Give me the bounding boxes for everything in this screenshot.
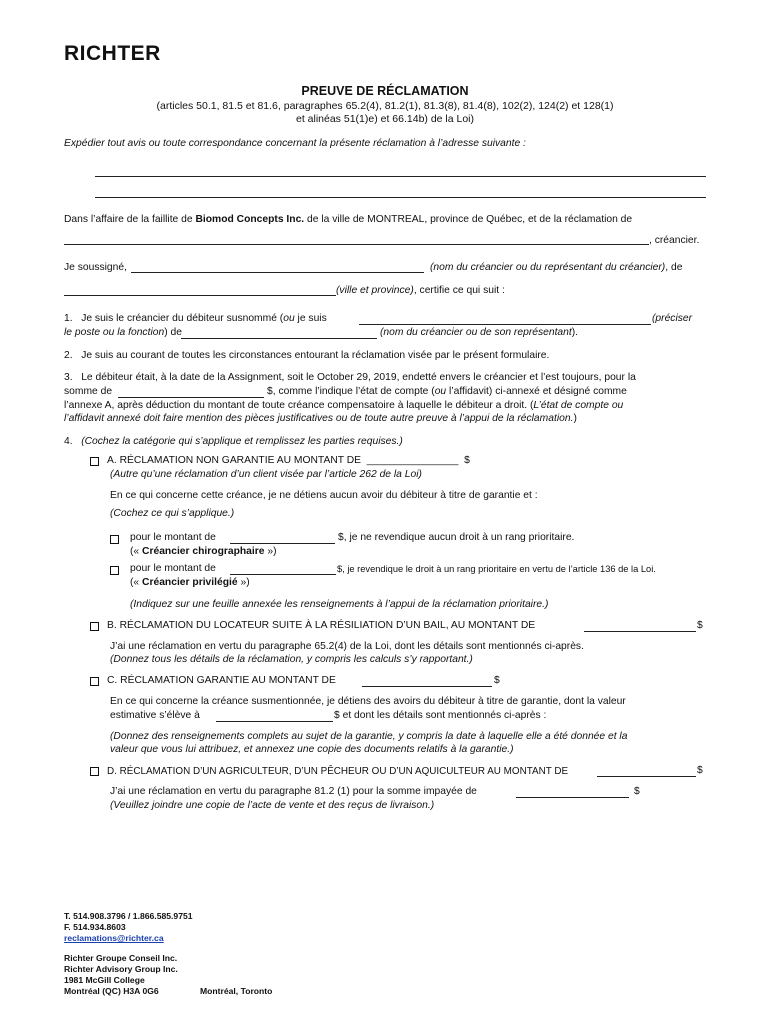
section-a-label: A. RÉCLAMATION NON GARANTIE AU MONTANT DE ________________ $: [107, 455, 470, 466]
footer-address-2: Montréal (QC) H3A 0G6: [64, 986, 159, 996]
checkbox-preferred[interactable]: [110, 566, 119, 575]
checkbox-unsecured[interactable]: [110, 535, 119, 544]
section-a-p1: En ce qui concerne cette créance, je ne détiens aucun avoir du débiteur à titre de garantie et :: [110, 490, 538, 501]
section-c-p3: (Donnez des renseignements complets au sujet de la garantie, y compris la date à laquelle elle a été donnée et la: [110, 731, 628, 742]
section-c-dollar: $: [494, 675, 500, 686]
position-field[interactable]: [359, 324, 651, 325]
option-2-a: pour le montant de: [130, 563, 216, 574]
undersigned-label: Je soussigné,: [64, 262, 127, 273]
section-c-p1: En ce qui concerne la créance susmentionnée, je détiens des avoirs du débiteur à titre de garantie, dont la valeur: [110, 696, 626, 707]
item-3-line-3: l’annexe A, après déduction du montant de toute créance compensatoire à laquelle le débiteur a droit. (L’état de compte ou: [64, 400, 624, 411]
intro-line: Dans l’affaire de la faillite de Biomod Concepts Inc. de la ville de MONTREAL, province de Québec, et de la réclamation de: [64, 214, 633, 225]
item-1-hint: (préciser: [652, 313, 693, 324]
checkbox-section-c[interactable]: [90, 677, 99, 686]
option-2-b: $, je revendique le droit à un rang prioritaire en vertu de l’article 136 de la Loi.: [337, 564, 656, 574]
section-c-p2a: estimative s’élève à: [110, 710, 200, 721]
unsecured-amount-field[interactable]: [230, 543, 335, 544]
item-1-line-2-hint: (nom du créancier ou de son représentant).: [380, 327, 579, 338]
creditor-name-field[interactable]: [64, 244, 649, 245]
item-4: 4. (Cochez la catégorie qui s’applique et remplissez les parties requises.): [64, 436, 403, 447]
item-1-line-1: 1. Je suis le créancier du débiteur susnommé (ou je suis: [64, 313, 327, 324]
section-a-note: (Autre qu’une réclamation d’un client visée par l’article 262 de la Loi): [110, 469, 422, 480]
footer-fax: F. 514.934.8603: [64, 922, 126, 932]
representative-name-field[interactable]: [181, 338, 377, 339]
footer-company-1: Richter Groupe Conseil Inc.: [64, 953, 178, 963]
undersigned-hint: (nom du créancier ou du représentant du créancier), de: [430, 262, 683, 273]
item-1-line-2: le poste ou la fonction) de: [64, 327, 182, 338]
document-title: PREUVE DE RÉCLAMATION: [301, 84, 469, 98]
undersigned-name-field[interactable]: [131, 272, 424, 273]
footer-cities: Montréal, Toronto: [200, 986, 273, 996]
checkbox-section-b[interactable]: [90, 622, 99, 631]
footer-email-link[interactable]: reclamations@richter.ca: [64, 933, 164, 943]
section-a-p2: (Cochez ce qui s’applique.): [110, 508, 235, 519]
address-field-2[interactable]: [95, 197, 706, 198]
section-b-label: B. RÉCLAMATION DU LOCATEUR SUITE À LA RÉSILIATION D’UN BAIL, AU MONTANT DE: [107, 620, 536, 631]
address-field-1[interactable]: [95, 176, 706, 177]
item-3-line-2b: $, comme l’indique l’état de compte (ou l’affidavit) ci-annexé et désigné comme: [267, 386, 627, 397]
subtitle-line-2: et alinéas 51(1)e) et 66.14b) de la Loi): [295, 113, 475, 125]
company-logo: RICHTER: [64, 42, 161, 65]
section-d-p1b: $: [634, 786, 640, 797]
section-b-amount-field[interactable]: [584, 631, 696, 632]
option-1-c: (« Créancier chirographaire »): [130, 546, 277, 557]
section-d-label: D. RÉCLAMATION D’UN AGRICULTEUR, D’UN PÊCHEUR OU D’UN AQUICULTEUR AU MONTANT DE: [107, 766, 569, 777]
section-c-p2b: $ et dont les détails sont mentionnés ci-après :: [334, 710, 547, 721]
section-b-p1: J’ai une réclamation en vertu du paragraphe 65.2(4) de la Loi, dont les détails sont mentionnés ci-après.: [110, 641, 584, 652]
section-b-p2: (Donnez tous les détails de la réclamation, y compris les calculs s’y rapportant.): [110, 654, 473, 665]
footer-company-2: Richter Advisory Group Inc.: [64, 964, 178, 974]
section-d-dollar: $: [697, 765, 703, 776]
creditor-suffix: , créancier.: [649, 235, 700, 246]
section-d-p2: (Veuillez joindre une copie de l’acte de vente et des reçus de livraison.): [110, 800, 435, 811]
section-a-p3: (Indiquez sur une feuille annexée les renseignements à l’appui de la réclamation prioritaire.): [130, 599, 549, 610]
option-2-c: (« Créancier privilégié »): [130, 577, 250, 588]
footer-phone: T. 514.908.3796 / 1.866.585.9751: [64, 911, 193, 921]
section-c-p4: valeur que vous lui attribuez, et annexez une copie des documents relatifs à la garantie.): [110, 744, 514, 755]
checkbox-section-a[interactable]: [90, 457, 99, 466]
preferred-amount-field[interactable]: [230, 574, 336, 575]
city-province-hint: (ville et province), certifie ce qui suit :: [336, 285, 505, 296]
item-3-line-4: l’affidavit annexé doit faire mention des pièces justificatives ou de toute autre preuve à l’appui de la réclamation.): [64, 413, 577, 424]
checkbox-section-d[interactable]: [90, 767, 99, 776]
section-c-label: C. RÉCLAMATION GARANTIE AU MONTANT DE: [107, 675, 336, 686]
claim-amount-field[interactable]: [118, 397, 264, 398]
section-d-p1a: J’ai une réclamation en vertu du paragraphe 81.2 (1) pour la somme impayée de: [110, 786, 477, 797]
footer-address-1: 1981 McGill College: [64, 975, 145, 985]
send-notice: Expédier tout avis ou toute correspondance concernant la présente réclamation à l’adresse suivante :: [64, 138, 526, 149]
subtitle-line-1: (articles 50.1, 81.5 et 81.6, paragraphes 65.2(4), 81.2(1), 81.3(8), 81.4(8), 102(2), 124(2) et 128(1): [156, 100, 614, 112]
section-d-amount-field[interactable]: [597, 776, 696, 777]
city-province-field[interactable]: [64, 295, 336, 296]
item-3-line-1: 3. Le débiteur était, à la date de la Assignment, soit le October 29, 2019, endetté envers le créancier et l’est toujours, pour la: [64, 372, 636, 383]
security-value-field[interactable]: [216, 721, 333, 722]
section-b-dollar: $: [697, 620, 703, 631]
item-2: 2. Je suis au courant de toutes les circonstances entourant la réclamation visée par le présent formulaire.: [64, 350, 550, 361]
unpaid-amount-field[interactable]: [516, 797, 629, 798]
debtor-name: Biomod Concepts Inc.: [195, 214, 305, 225]
option-1-b: $, je ne revendique aucun droit à un rang prioritaire.: [338, 532, 575, 543]
section-c-amount-field[interactable]: [362, 686, 492, 687]
option-1-a: pour le montant de: [130, 532, 216, 543]
item-3-line-2a: somme de: [64, 386, 113, 397]
